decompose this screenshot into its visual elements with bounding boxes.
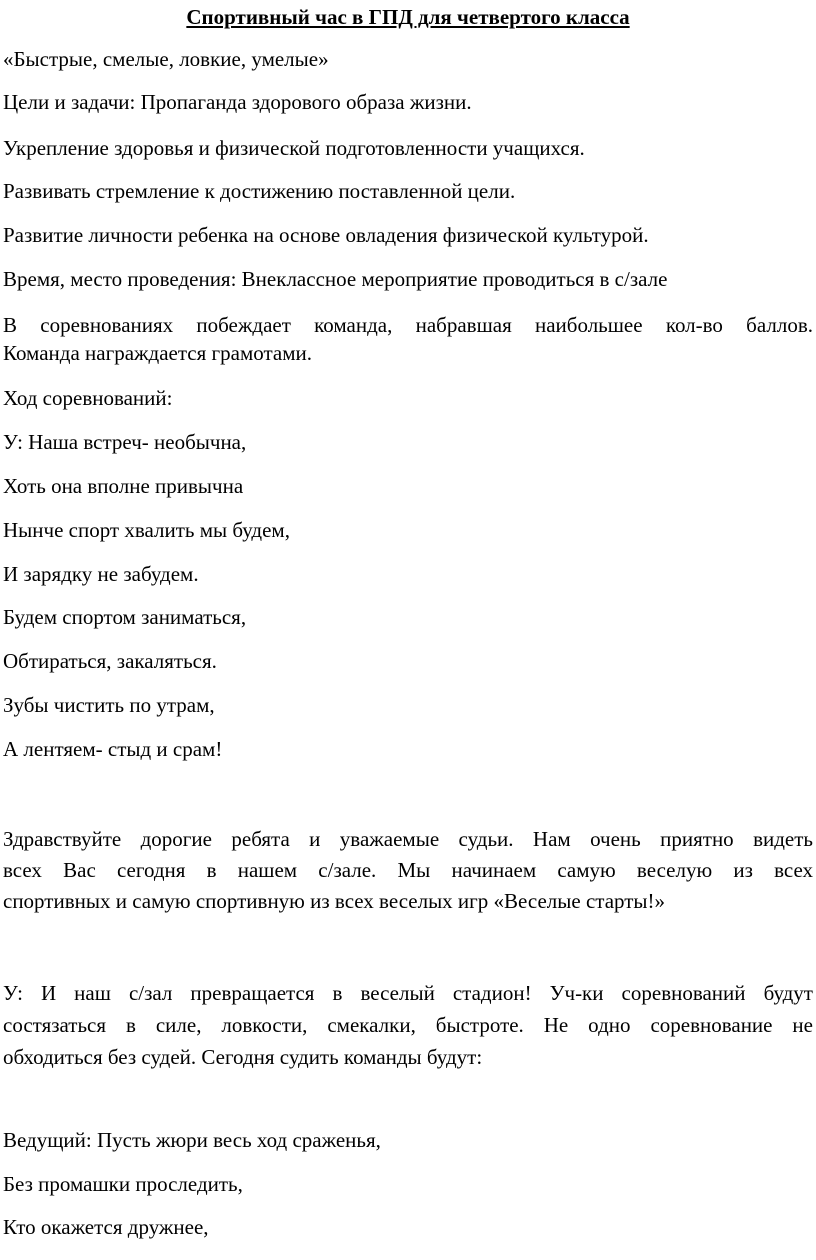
greeting-line-1: Здравствуйте дорогие ребята и уважаемые судьи. Нам очень приятно видеть [3, 827, 813, 851]
greeting-line-2: всех Вас сегодня в нашем с/зале. Мы начинаем самую веселую из всех [3, 858, 813, 882]
document-title: Спортивный час в ГПД для четвертого класса [186, 5, 630, 29]
host-poem-line-1: Ведущий: Пусть жюри весь ход сраженья, [3, 1128, 381, 1152]
poem-line-8: А лентяем- стыд и срам! [3, 737, 223, 761]
competition-line-1: В соревнованиях побеждает команда, набравшая наибольшее кол-во баллов. [3, 313, 813, 337]
stadium-line-3: обходиться без судей. Сегодня судить команды будут: [3, 1045, 483, 1069]
subtitle-line: «Быстрые, смелые, ловкие, умелые» [3, 47, 329, 71]
poem-line-6: Обтираться, закаляться. [3, 649, 217, 673]
goals-line: Цели и задачи: Пропаганда здорового образа жизни. [3, 90, 472, 114]
greeting-line-3: спортивных и самую спортивную из всех веселых игр «Веселые старты!» [3, 889, 666, 913]
poem-line-3: Нынче спорт хвалить мы будем, [3, 518, 290, 542]
time-place-line: Время, место проведения: Внеклассное мероприятие проводиться в с/зале [3, 267, 668, 291]
greeting-paragraph [3, 824, 813, 917]
host-poem-line-2: Без промашки проследить, [3, 1172, 243, 1196]
stadium-line-2: состязаться в силе, ловкости, смекалки, быстроте. Не одно соревнование не [3, 1013, 813, 1037]
poem-line-5: Будем спортом заниматься, [3, 605, 247, 629]
stadium-paragraph [3, 977, 813, 1073]
host-poem-line-3: Кто окажется дружнее, [3, 1215, 209, 1239]
competition-paragraph [3, 311, 813, 367]
health-line: Укрепление здоровья и физической подготовленности учащихся. [3, 136, 585, 160]
poem-line-7: Зубы чистить по утрам, [3, 693, 215, 717]
development-line: Развитие личности ребенка на основе овладения физической культурой. [3, 223, 649, 247]
stadium-line-1: У: И наш с/зал превращается в веселый стадион! Уч-ки соревнований будут [3, 981, 813, 1005]
poem-line-2: Хоть она вполне привычна [3, 474, 244, 498]
aspiration-line: Развивать стремление к достижению поставленной цели. [3, 179, 516, 203]
course-heading: Ход соревнований: [3, 386, 173, 410]
poem-line-1: У: Наша встреч- необычна, [3, 430, 247, 454]
competition-line-2: Команда награждается грамотами. [3, 341, 312, 365]
poem-line-4: И зарядку не забудем. [3, 562, 199, 586]
